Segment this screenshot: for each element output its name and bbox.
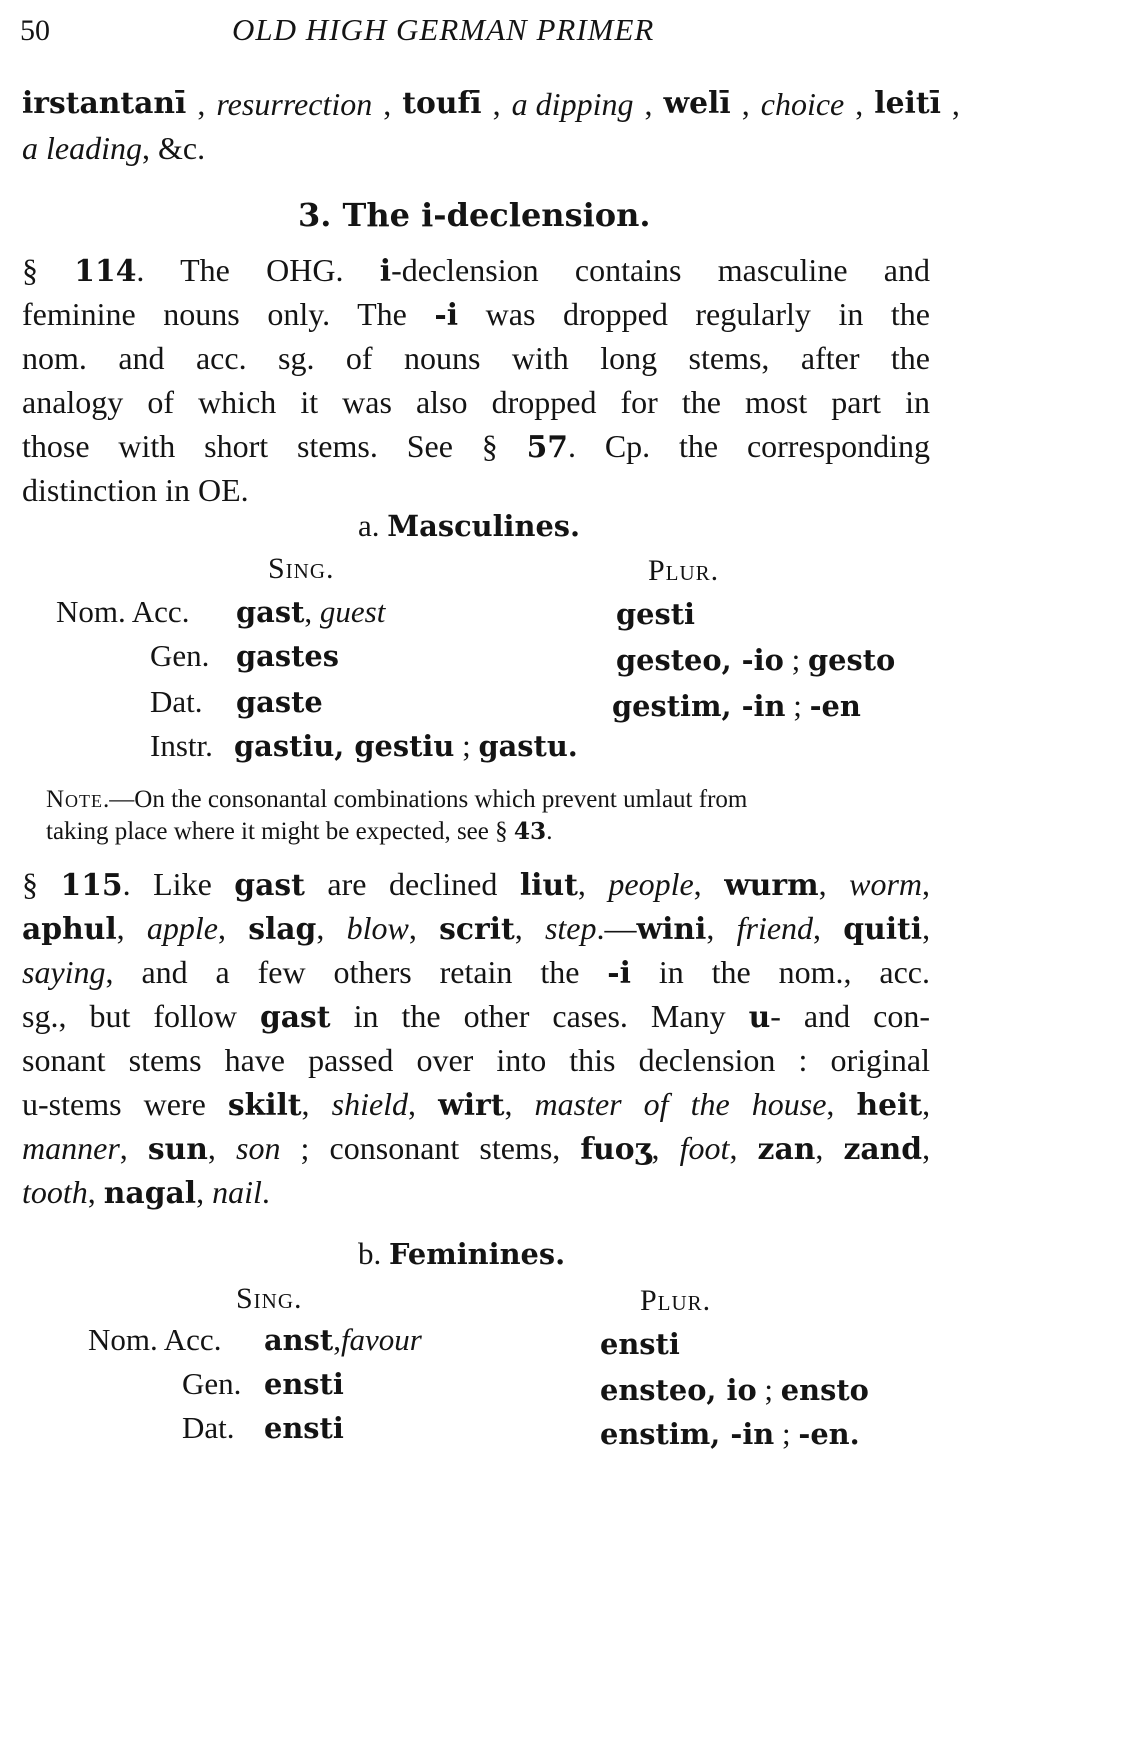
masc-case: Dat. [150, 684, 203, 719]
text-run: -declension contains masculine and [391, 252, 930, 288]
text-line [22, 336, 930, 380]
bold-term: wini [636, 912, 707, 947]
italic-gloss: son [236, 1130, 281, 1166]
bold-term: toufī [402, 86, 482, 121]
italic-gloss: tooth [22, 1174, 88, 1210]
bold-term: sun [147, 1132, 208, 1167]
bold-term: gaste [236, 685, 323, 719]
bold-term: -en. [798, 1417, 860, 1451]
text-run: , [333, 1322, 341, 1357]
bold-term: gestim, -in [612, 689, 786, 723]
bold-term: irstantanī [22, 86, 187, 121]
text-run: . Like [122, 866, 235, 902]
italic-gloss: foot [679, 1130, 730, 1166]
bold-term: gastu. [478, 729, 578, 763]
text-run: , [316, 910, 347, 946]
text-run: , [301, 1086, 332, 1122]
italic-gloss: a dipping [511, 86, 634, 122]
text-run: .— [596, 910, 637, 946]
bold-term: slag [248, 912, 317, 947]
bold-term: 114 [74, 254, 137, 289]
text-run: sonant stems have passed over into this declension : original [22, 1042, 930, 1078]
bold-term: gastiu, gestiu [234, 729, 455, 763]
text-run: , [197, 86, 206, 122]
masc-sing-header: Sing. [268, 552, 335, 585]
masc-sing [236, 638, 339, 674]
bold-term: enstim, -in [600, 1417, 775, 1451]
text-run: , [651, 1130, 680, 1166]
bold-term: heit [856, 1088, 923, 1123]
bold-term: skilt [227, 1088, 302, 1123]
text-run: , [87, 1174, 104, 1210]
bold-term: ensti [264, 1411, 344, 1445]
text-run: , [855, 86, 864, 122]
bold-term: 115 [60, 868, 123, 903]
bold-term: wurm [724, 868, 819, 903]
feminines-heading [358, 1236, 565, 1272]
text-line [46, 784, 1026, 816]
masc-case: Nom. Acc. [56, 594, 190, 629]
italic-gloss: favour [340, 1322, 422, 1357]
fem-sing [264, 1366, 344, 1402]
masculines-title: Masculines. [387, 509, 581, 543]
italic-gloss: choice [760, 86, 845, 122]
text-run: u-stems were [22, 1086, 228, 1122]
note [46, 784, 1026, 848]
text-run: . [546, 818, 553, 845]
text-run: , [741, 86, 750, 122]
page-number: 50 [20, 14, 50, 47]
masc-plur-header: Plur. [648, 554, 720, 587]
italic-gloss: nail [212, 1174, 262, 1210]
text-line [22, 248, 930, 292]
text-run: , [408, 1086, 439, 1122]
masc-case: Instr. [150, 728, 213, 763]
bold-term: -i [434, 298, 459, 333]
text-run: , [813, 910, 844, 946]
bold-term: ensteo, io [600, 1373, 757, 1407]
text-run: , [826, 1086, 857, 1122]
italic-gloss: friend [736, 910, 814, 946]
text-run: § [22, 252, 75, 288]
masculines-prefix: a. [358, 508, 388, 543]
text-run: , [815, 1130, 844, 1166]
italic-gloss: master of the house [534, 1086, 827, 1122]
text-line [46, 816, 1026, 848]
bold-term: ensti [600, 1327, 680, 1361]
fem-plur [600, 1372, 869, 1408]
text-run: , [492, 86, 501, 122]
text-run: , [119, 1130, 148, 1166]
text-run: was dropped regularly in the [458, 296, 930, 332]
text-run: ; consonant stems, [280, 1130, 581, 1166]
text-line [22, 1038, 930, 1082]
text-run: , [729, 1130, 758, 1166]
text-run: § [22, 866, 61, 902]
italic-gloss: shield [331, 1086, 409, 1122]
text-line [22, 906, 930, 950]
text-line [22, 424, 930, 468]
masc-plur [612, 688, 861, 724]
masc-case: Gen. [150, 638, 210, 673]
text-run: taking place where it might be expected, see § [46, 818, 514, 845]
text-line [22, 292, 930, 336]
bold-term: 57 [526, 430, 568, 465]
bold-term: zand [843, 1132, 923, 1167]
masc-sing [236, 594, 385, 630]
bold-term: gesti [616, 597, 695, 631]
bold-term: gast [259, 1000, 331, 1035]
text-run: , [922, 1086, 930, 1122]
text-line [22, 1082, 930, 1126]
italic-gloss: blow [346, 910, 409, 946]
bold-term: -i [607, 956, 631, 991]
bold-term: gesteo, -io [616, 643, 784, 677]
italic-gloss: apple [146, 910, 218, 946]
masc-plur [616, 642, 895, 678]
bold-term: gast [236, 595, 305, 629]
text-run: , [514, 910, 545, 946]
bold-term: aphul [22, 912, 117, 947]
text-run: , and a few others retain the [105, 954, 608, 990]
bold-term: 43 [513, 818, 547, 845]
paragraph-115 [22, 862, 930, 1214]
small-caps-text: Note [46, 786, 104, 813]
bold-term: leitī [874, 86, 941, 121]
text-run: ; [774, 1416, 799, 1451]
fem-sing [264, 1322, 422, 1358]
masc-sing [236, 684, 323, 720]
text-run: in the other cases. Many [330, 998, 749, 1034]
text-run: , [644, 86, 653, 122]
text-line [22, 950, 930, 994]
fem-case: Gen. [182, 1366, 242, 1401]
text-run: in the nom., acc. [630, 954, 930, 990]
bold-term: gesto [807, 643, 896, 677]
fem-plur [600, 1416, 860, 1452]
italic-gloss: step [544, 910, 597, 946]
paragraph-114 [22, 248, 930, 512]
section-heading: 3. The i-declension. [298, 196, 651, 234]
masc-plur [616, 596, 695, 632]
bold-term: scrit [439, 912, 515, 947]
bold-term: nagal [103, 1176, 197, 1211]
feminines-title: Feminines. [389, 1237, 566, 1271]
text-line [22, 380, 930, 424]
text-run: sg., but follow [22, 998, 260, 1034]
text-line [22, 1170, 930, 1214]
text-run: feminine nouns only. The [22, 296, 435, 332]
text-line [22, 468, 930, 512]
fem-plur-header: Plur. [640, 1284, 712, 1317]
italic-gloss: resurrection [216, 86, 373, 122]
intro-line-1 [22, 86, 960, 123]
text-run: are declined [304, 866, 520, 902]
text-run: , [196, 1174, 213, 1210]
text-line [22, 862, 930, 906]
text-run: nom. and acc. sg. of nouns with long stems, after the [22, 340, 930, 376]
text-run: , [207, 1130, 236, 1166]
text-run: , &c. [141, 130, 206, 166]
bold-term: fuoʒ [580, 1132, 652, 1167]
text-run: , [922, 1130, 930, 1166]
text-line [22, 1126, 930, 1170]
text-run: , [818, 866, 850, 902]
text-run: distinction in OE. [22, 472, 249, 508]
italic-gloss: a leading [22, 130, 142, 166]
text-run: , [504, 1086, 535, 1122]
bold-term: zan [757, 1132, 816, 1167]
text-run: , [693, 866, 725, 902]
masculines-heading [358, 508, 580, 544]
text-run: , [922, 866, 930, 902]
bold-term: quiti [843, 912, 923, 947]
text-run: ; [785, 688, 810, 723]
text-run: , [304, 594, 320, 629]
text-run: ; [783, 642, 808, 677]
intro-line-2 [22, 130, 205, 167]
text-run: , [383, 86, 392, 122]
bold-term: ensto [780, 1373, 869, 1407]
text-run: . Cp. the corresponding [567, 428, 930, 464]
text-run: ; [756, 1372, 781, 1407]
text-run: , [922, 910, 930, 946]
text-run: , [408, 910, 440, 946]
italic-gloss: worm [849, 866, 923, 902]
text-run: , [217, 910, 249, 946]
fem-case: Dat. [182, 1410, 235, 1445]
text-run: .—On the consonantal combinations which prevent umlaut from [103, 786, 748, 813]
italic-gloss: manner [22, 1130, 120, 1166]
bold-term: gast [234, 868, 305, 903]
text-run: , [951, 86, 960, 122]
text-run: . The OHG. [136, 252, 380, 288]
bold-term: ensti [264, 1367, 344, 1401]
text-run: , [116, 910, 147, 946]
fem-sing [264, 1410, 344, 1446]
text-run: those with short stems. See § [22, 428, 527, 464]
text-run: ; [454, 728, 479, 763]
bold-term: welī [663, 86, 731, 121]
bold-term: gastes [236, 639, 339, 673]
bold-term: -en [809, 689, 861, 723]
text-run: - and con- [770, 998, 930, 1034]
text-run: . [261, 1174, 270, 1210]
fem-case: Nom. Acc. [88, 1322, 222, 1357]
bold-term: u [748, 1000, 771, 1035]
feminines-prefix: b. [358, 1236, 389, 1271]
bold-term: i [379, 254, 392, 289]
text-line [22, 994, 930, 1038]
text-run: , [577, 866, 609, 902]
masc-sing [234, 728, 578, 764]
bold-term: liut [519, 868, 578, 903]
running-title: OLD HIGH GERMAN PRIMER [232, 12, 655, 47]
italic-gloss: saying [22, 954, 106, 990]
fem-plur [600, 1326, 680, 1362]
bold-term: anst [264, 1323, 334, 1357]
italic-gloss: guest [319, 594, 386, 629]
fem-sing-header: Sing. [236, 1282, 303, 1315]
bold-term: wirt [438, 1088, 505, 1123]
italic-gloss: people [608, 866, 694, 902]
text-run: , [706, 910, 737, 946]
text-run: analogy of which it was also dropped for the most part in [22, 384, 930, 420]
